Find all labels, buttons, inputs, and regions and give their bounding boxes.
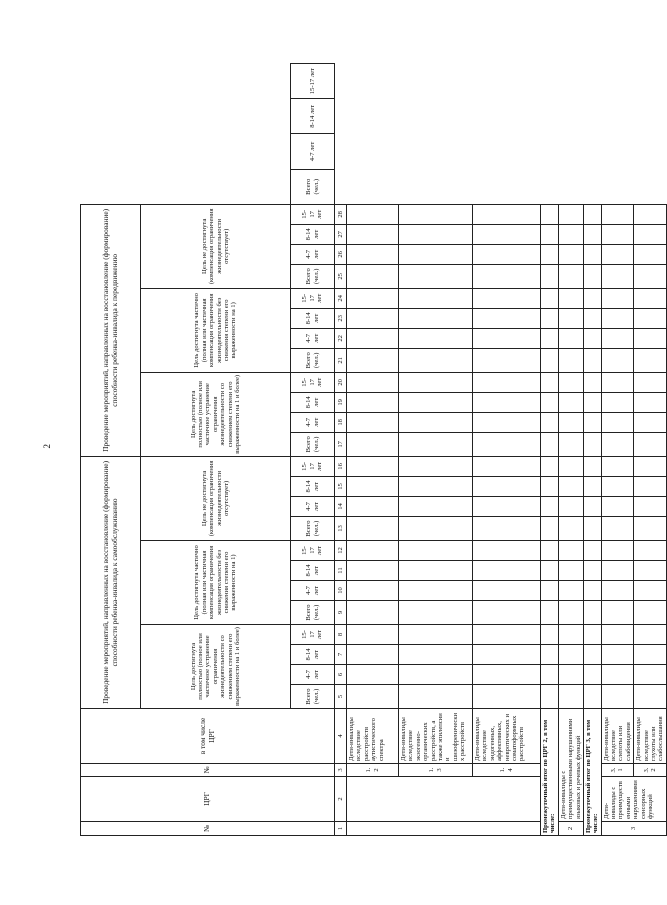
data-cell <box>399 224 473 244</box>
data-cell <box>634 204 667 224</box>
data-cell <box>634 625 667 645</box>
data-cell <box>558 204 583 224</box>
column-number: 16 <box>335 456 347 476</box>
data-cell <box>541 348 559 372</box>
data-cell <box>601 224 634 244</box>
data-cell <box>583 665 601 685</box>
column-number: 20 <box>335 372 347 392</box>
data-cell <box>583 601 601 625</box>
data-cell <box>399 645 473 665</box>
data-cell <box>558 685 583 709</box>
data-cell <box>601 456 634 476</box>
data-cell <box>583 392 601 412</box>
header-goal-partial-2: Цель достигнута частично (полная или частичная компенсация ограничения жизнедеятельности без снижения степени его выраженности на 1) <box>141 288 291 372</box>
data-cell <box>583 561 601 581</box>
data-cell <box>473 288 541 308</box>
subtotal-label: Промежуточный итог по ЦРГ 3, в том числе: <box>583 709 601 836</box>
data-cell <box>558 372 583 392</box>
data-cell <box>399 412 473 432</box>
data-cell <box>601 412 634 432</box>
data-cell <box>601 581 634 601</box>
data-cell <box>583 224 601 244</box>
header-goal-not-1: Цель не достигнута (компенсация ограничения жизнедеятельности отсутствует) <box>141 456 291 540</box>
data-cell <box>601 685 634 709</box>
data-cell <box>347 348 399 372</box>
header-sub-15-17: 15-17 лет <box>291 64 335 99</box>
data-cell <box>541 244 559 264</box>
data-cell <box>541 224 559 244</box>
data-cell <box>473 517 541 541</box>
data-cell <box>399 264 473 288</box>
header-sub-15-17: 15-17 лет <box>291 625 335 645</box>
column-number: 8 <box>335 625 347 645</box>
data-cell <box>399 497 473 517</box>
data-cell <box>583 204 601 224</box>
data-cell <box>601 497 634 517</box>
data-cell <box>634 497 667 517</box>
data-cell <box>399 328 473 348</box>
data-cell <box>473 581 541 601</box>
header-sub-15-17: 15-17 лет <box>291 288 335 308</box>
data-cell <box>347 328 399 348</box>
data-cell <box>473 456 541 476</box>
header-goal-full-1: Цель достигнута полностью (полное или частичное устранение ограничения жизнедеятельности со снижением степени его выраженности на 1 и более) <box>141 625 291 709</box>
rotated-table-wrapper <box>80 63 665 836</box>
header-sub-total: Всего (чел.) <box>291 517 335 541</box>
header-group-movement: Проведение мероприятий, направленных на восстановление (формирование) способности ребенка-инвалида к передвижению <box>81 204 141 456</box>
header-sub-15-17: 15-17 лет <box>291 372 335 392</box>
data-cell <box>634 601 667 625</box>
data-cell <box>347 392 399 412</box>
data-cell <box>601 204 634 224</box>
header-goal-partial-1: Цель достигнута частично (полная или частичная компенсация ограничения жизнедеятельности без снижения степени его выраженности на 1) <box>141 541 291 625</box>
data-cell <box>399 244 473 264</box>
data-cell <box>399 456 473 476</box>
data-cell <box>399 517 473 541</box>
row-number: 1.2 <box>347 764 399 777</box>
data-cell <box>634 581 667 601</box>
data-cell <box>399 432 473 456</box>
header-row-groups <box>81 64 141 836</box>
header-sub-15-17: 15-17 лет <box>291 456 335 476</box>
data-cell <box>541 308 559 328</box>
column-number: 9 <box>335 601 347 625</box>
data-cell <box>347 645 399 665</box>
data-cell <box>583 685 601 709</box>
data-cell <box>583 456 601 476</box>
data-cell <box>558 432 583 456</box>
header-sub-4-7: 4-7 лет <box>291 412 335 432</box>
data-cell <box>558 497 583 517</box>
data-cell <box>558 581 583 601</box>
header-sub-total: Всего (чел.) <box>291 348 335 372</box>
data-cell <box>634 244 667 264</box>
header-sub-4-7: 4-7 лет <box>291 497 335 517</box>
report-table <box>80 63 667 836</box>
data-cell <box>399 308 473 328</box>
data-cell <box>541 601 559 625</box>
data-cell <box>473 561 541 581</box>
column-number: 19 <box>335 392 347 412</box>
data-cell <box>347 581 399 601</box>
data-cell <box>347 244 399 264</box>
column-number: 27 <box>335 224 347 244</box>
header-sub-4-7: 4-7 лет <box>291 665 335 685</box>
column-number: 2 <box>335 777 347 822</box>
header-goal-not-2: Цель не достигнута (компенсация ограничения жизнедеятельности отсутствует) <box>141 204 291 288</box>
subtotal-row-crg2 <box>541 64 559 836</box>
data-cell <box>541 645 559 665</box>
data-cell <box>399 601 473 625</box>
data-cell <box>541 328 559 348</box>
data-cell <box>558 264 583 288</box>
data-cell <box>541 561 559 581</box>
data-cell <box>347 264 399 288</box>
column-number: 13 <box>335 517 347 541</box>
data-cell <box>399 561 473 581</box>
data-cell <box>473 244 541 264</box>
data-cell <box>558 308 583 328</box>
column-number: 21 <box>335 348 347 372</box>
table-row-1-2 <box>347 64 399 836</box>
data-cell <box>634 308 667 328</box>
data-cell <box>473 392 541 412</box>
data-cell <box>347 625 399 645</box>
header-sub-8-14: 8-14 лет <box>291 99 335 134</box>
data-cell <box>601 517 634 541</box>
data-cell <box>347 372 399 392</box>
page-number: 2 <box>42 444 52 449</box>
data-cell <box>399 625 473 645</box>
data-cell <box>541 625 559 645</box>
data-cell <box>473 541 541 561</box>
data-cell <box>634 328 667 348</box>
data-cell <box>347 665 399 685</box>
data-cell <box>473 348 541 372</box>
data-cell <box>347 204 399 224</box>
data-cell <box>541 392 559 412</box>
data-cell <box>347 541 399 561</box>
data-cell <box>347 432 399 456</box>
data-cell <box>583 497 601 517</box>
data-cell <box>558 665 583 685</box>
data-cell <box>347 497 399 517</box>
column-number: 18 <box>335 412 347 432</box>
data-cell <box>634 685 667 709</box>
table-row-crg2 <box>558 64 583 836</box>
data-cell <box>473 685 541 709</box>
data-cell <box>473 412 541 432</box>
header-sub-total: Всего (чел.) <box>291 264 335 288</box>
column-number: 5 <box>335 685 347 709</box>
subtotal-row-crg3 <box>583 64 601 836</box>
data-cell <box>634 645 667 665</box>
column-number: 22 <box>335 328 347 348</box>
data-cell <box>583 625 601 645</box>
row-label: Дети-инвалиды вследствие глухоты или слабослышания <box>634 709 667 764</box>
header-group-self-service: Проведение мероприятий, направленных на восстановление (формирование) способности ребенка-инвалида к самообслуживанию <box>81 456 141 708</box>
data-cell <box>473 601 541 625</box>
data-cell <box>347 561 399 581</box>
data-cell <box>558 601 583 625</box>
data-cell <box>541 685 559 709</box>
row-label: Дети-инвалиды вследствие слепоты или слабовидения <box>601 709 634 764</box>
data-cell <box>347 456 399 476</box>
column-number: 6 <box>335 665 347 685</box>
data-cell <box>601 308 634 328</box>
data-cell <box>601 601 634 625</box>
data-cell <box>634 432 667 456</box>
data-cell <box>634 392 667 412</box>
data-cell <box>347 601 399 625</box>
data-cell <box>399 204 473 224</box>
data-cell <box>583 645 601 665</box>
crg-label: Дети-инвалиды с преимущественными нарушениями сенсорных функций <box>601 777 666 822</box>
header-sub-total: Всего (чел.) <box>291 685 335 709</box>
data-cell <box>601 432 634 456</box>
data-cell <box>399 288 473 308</box>
data-cell <box>558 328 583 348</box>
data-cell <box>347 477 399 497</box>
data-cell <box>634 477 667 497</box>
data-cell <box>558 561 583 581</box>
data-cell <box>601 372 634 392</box>
data-cell <box>583 541 601 561</box>
data-cell <box>473 224 541 244</box>
header-sub-8-14: 8-14 лет <box>291 224 335 244</box>
data-cell <box>541 477 559 497</box>
data-cell <box>347 412 399 432</box>
header-sub-8-14: 8-14 лет <box>291 645 335 665</box>
data-cell <box>473 645 541 665</box>
row-number: 1.4 <box>473 764 541 777</box>
data-cell <box>601 348 634 372</box>
data-cell <box>601 477 634 497</box>
header-goal-full-2: Цель достигнута полностью (полное или частичное устранение ограничения жизнедеятельности со снижением степени его выраженности на 1 и более) <box>141 372 291 456</box>
data-cell <box>541 412 559 432</box>
data-cell <box>541 372 559 392</box>
header-sub-4-7: 4-7 лет <box>291 328 335 348</box>
data-cell <box>347 685 399 709</box>
column-number: 25 <box>335 264 347 288</box>
column-number: 23 <box>335 308 347 328</box>
data-cell <box>601 244 634 264</box>
data-cell <box>583 288 601 308</box>
header-sub-total: Всего (чел.) <box>291 169 335 204</box>
data-cell <box>558 541 583 561</box>
data-cell <box>601 665 634 685</box>
data-cell <box>473 264 541 288</box>
data-cell <box>583 264 601 288</box>
crg-no-cell-1 <box>347 822 541 836</box>
data-cell <box>473 308 541 328</box>
data-cell <box>399 348 473 372</box>
data-cell <box>558 412 583 432</box>
row-label: Дети-инвалиды вследствие экзогенно-органических расстройств, а также эпилепсии и шизофренических расстройств <box>399 709 473 764</box>
column-number: 14 <box>335 497 347 517</box>
data-cell <box>634 456 667 476</box>
data-cell <box>473 328 541 348</box>
data-cell <box>541 204 559 224</box>
data-cell <box>541 264 559 288</box>
data-cell <box>583 372 601 392</box>
data-cell <box>541 456 559 476</box>
header-col-crg: ЦРГ <box>81 777 335 822</box>
crg-label: Дети-инвалиды с преимущественными нарушениями языковых и речевых функций <box>558 709 583 822</box>
data-cell <box>399 541 473 561</box>
data-cell <box>347 308 399 328</box>
header-sub-total: Всего (чел.) <box>291 601 335 625</box>
data-cell <box>399 372 473 392</box>
header-sub-8-14: 8-14 лет <box>291 392 335 412</box>
data-cell <box>541 288 559 308</box>
data-cell <box>558 224 583 244</box>
column-number: 7 <box>335 645 347 665</box>
data-cell <box>634 561 667 581</box>
header-col-no2: № <box>81 764 335 777</box>
data-cell <box>558 288 583 308</box>
column-number: 4 <box>335 709 347 764</box>
data-cell <box>583 328 601 348</box>
column-number-row <box>335 64 347 836</box>
header-sub-total: Всего (чел.) <box>291 432 335 456</box>
data-cell <box>583 244 601 264</box>
data-cell <box>399 581 473 601</box>
column-number: 24 <box>335 288 347 308</box>
data-cell <box>558 477 583 497</box>
crg-name-cell-1 <box>347 777 541 822</box>
data-cell <box>541 541 559 561</box>
data-cell <box>473 665 541 685</box>
data-cell <box>541 665 559 685</box>
data-cell <box>634 412 667 432</box>
header-sub-15-17: 15-17 лет <box>291 541 335 561</box>
data-cell <box>601 264 634 288</box>
data-cell <box>601 288 634 308</box>
data-cell <box>541 517 559 541</box>
column-number: 15 <box>335 477 347 497</box>
data-cell <box>583 308 601 328</box>
data-cell <box>347 224 399 244</box>
data-cell <box>558 392 583 412</box>
header-sub-8-14: 8-14 лет <box>291 561 335 581</box>
column-number: 10 <box>335 581 347 601</box>
data-cell <box>473 625 541 645</box>
data-cell <box>399 685 473 709</box>
header-sub-15-17: 15-17 лет <box>291 204 335 224</box>
data-cell <box>634 541 667 561</box>
data-cell <box>601 625 634 645</box>
data-cell <box>634 264 667 288</box>
data-cell <box>347 288 399 308</box>
data-cell <box>634 517 667 541</box>
column-number: 3 <box>335 764 347 777</box>
header-sub-4-7: 4-7 лет <box>291 244 335 264</box>
data-cell <box>634 665 667 685</box>
row-number: 3.1 <box>601 764 634 777</box>
data-cell <box>473 497 541 517</box>
data-cell <box>601 392 634 412</box>
table-row-1-3 <box>399 64 473 836</box>
data-cell <box>583 412 601 432</box>
data-cell <box>473 432 541 456</box>
data-cell <box>473 372 541 392</box>
row-label: Дети-инвалиды вследствие расстройств аутистического спектра <box>347 709 399 764</box>
header-sub-4-7: 4-7 лет <box>291 581 335 601</box>
data-cell <box>558 244 583 264</box>
data-cell <box>634 288 667 308</box>
data-cell <box>583 581 601 601</box>
data-cell <box>399 477 473 497</box>
data-cell <box>583 348 601 372</box>
header-sub-8-14: 8-14 лет <box>291 477 335 497</box>
data-cell <box>558 517 583 541</box>
column-number: 28 <box>335 204 347 224</box>
data-cell <box>558 645 583 665</box>
data-cell <box>558 456 583 476</box>
data-cell <box>634 348 667 372</box>
data-cell <box>601 645 634 665</box>
data-cell <box>541 432 559 456</box>
header-col-no: № <box>81 822 335 836</box>
header-sub-4-7: 4-7 лет <box>291 134 335 169</box>
data-cell <box>347 517 399 541</box>
data-cell <box>601 328 634 348</box>
row-label: Дети-инвалиды вследствие эндогенных, аффективных, невротических и соматоформных расстройств <box>473 709 541 764</box>
data-cell <box>541 581 559 601</box>
subtotal-label: Промежуточный итог по ЦРГ 2, в том числе: <box>541 709 559 836</box>
data-cell <box>399 392 473 412</box>
header-col-in-crg: в том числе ЦРГ <box>81 709 335 764</box>
row-number: 3.2 <box>634 764 667 777</box>
data-cell <box>583 517 601 541</box>
data-cell <box>583 432 601 456</box>
data-cell <box>601 561 634 581</box>
data-cell <box>634 224 667 244</box>
column-number: 26 <box>335 244 347 264</box>
column-number: 17 <box>335 432 347 456</box>
data-cell <box>558 348 583 372</box>
column-number: 11 <box>335 561 347 581</box>
data-cell <box>473 204 541 224</box>
column-number: 1 <box>335 822 347 836</box>
data-cell <box>473 477 541 497</box>
data-cell <box>583 477 601 497</box>
header-sub-8-14: 8-14 лет <box>291 308 335 328</box>
crg-number: 2 <box>558 822 583 836</box>
data-cell <box>399 665 473 685</box>
data-cell <box>558 625 583 645</box>
table-row-3-1 <box>601 64 634 836</box>
table-row-3-2 <box>634 64 667 836</box>
data-cell <box>541 497 559 517</box>
row-number: 1.3 <box>399 764 473 777</box>
table-row-1-4 <box>473 64 541 836</box>
column-number: 12 <box>335 541 347 561</box>
crg-number: 3 <box>601 822 666 836</box>
data-cell <box>634 372 667 392</box>
data-cell <box>601 541 634 561</box>
